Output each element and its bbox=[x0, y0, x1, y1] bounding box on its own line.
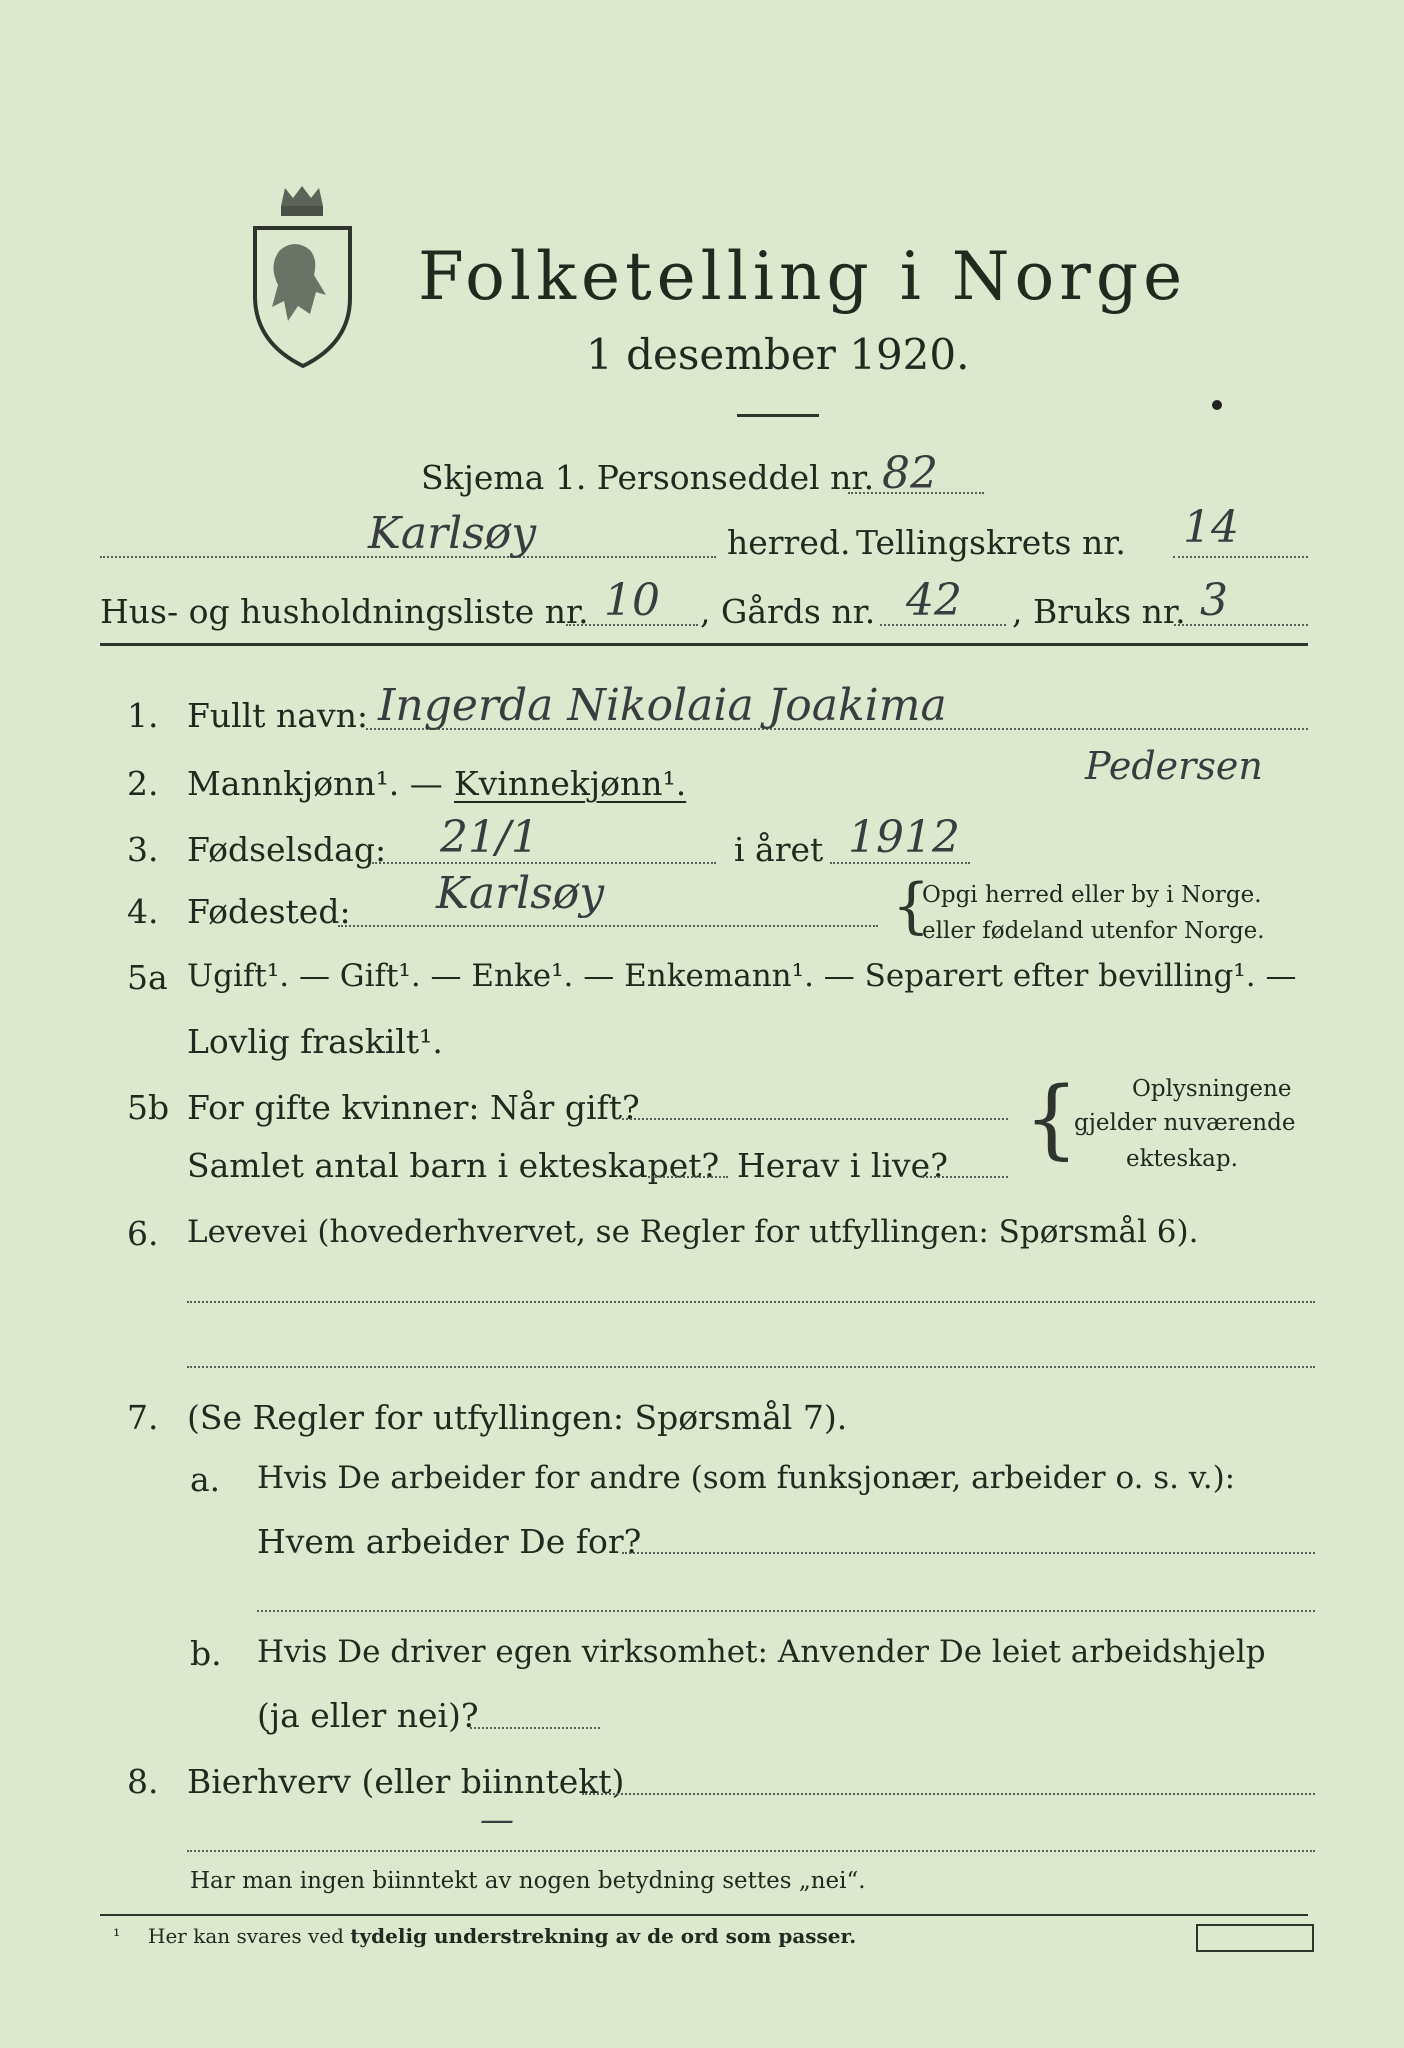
q6-field-line-2[interactable] bbox=[187, 1366, 1315, 1368]
q5b-married-field-line bbox=[622, 1118, 1008, 1120]
q2-male-option[interactable]: Mannkjønn¹. — bbox=[187, 764, 443, 803]
q1-value-line2[interactable]: Pedersen bbox=[1085, 744, 1263, 788]
form-title: Folketelling i Norge bbox=[418, 238, 1188, 315]
bruks-value[interactable]: 3 bbox=[1200, 575, 1228, 626]
q2-number: 2. bbox=[127, 764, 159, 803]
printer-stamp bbox=[1196, 1924, 1314, 1952]
q8-number: 8. bbox=[127, 1762, 159, 1801]
q4-note-line1: Opgi herred eller by i Norge. bbox=[922, 882, 1262, 908]
husliste-value[interactable]: 10 bbox=[604, 575, 660, 626]
tellingskrets-value[interactable]: 14 bbox=[1183, 502, 1239, 553]
gards-label: , Gårds nr. bbox=[700, 592, 876, 631]
q4-brace: { bbox=[892, 871, 931, 941]
q5a-options-line1[interactable]: Ugift¹. — Gift¹. — Enke¹. — Enkemann¹. — Separert efter bevilling¹. — bbox=[187, 958, 1297, 994]
q4-note-line2: eller fødeland utenfor Norge. bbox=[922, 918, 1265, 944]
gards-value[interactable]: 42 bbox=[906, 575, 962, 626]
q7b-field-line[interactable] bbox=[470, 1727, 600, 1729]
q5b-note-line1: Oplysningene bbox=[1132, 1076, 1292, 1102]
q5a-number: 5a bbox=[127, 958, 168, 997]
q7b-line2: (ja eller nei)? bbox=[257, 1696, 479, 1735]
q4-field-line bbox=[338, 925, 878, 927]
q7a-letter: a. bbox=[190, 1460, 221, 1499]
q3-number: 3. bbox=[127, 830, 159, 869]
husliste-label: Hus- og husholdningsliste nr. bbox=[100, 592, 589, 631]
q1-label: Fullt navn: bbox=[187, 696, 368, 735]
q4-birthplace-value[interactable]: Karlsøy bbox=[436, 868, 605, 919]
herred-label: herred. bbox=[727, 523, 851, 562]
q5b-alive-field-line bbox=[922, 1176, 1008, 1178]
q5b-children-label: Samlet antal barn i ekteskapet? bbox=[187, 1146, 720, 1185]
footnote-divider bbox=[100, 1914, 1308, 1916]
census-date: 1 desember 1920. bbox=[586, 330, 970, 379]
q3-field-line bbox=[372, 862, 716, 864]
footnote-mark: ¹ bbox=[113, 1926, 121, 1947]
q7a-field-line-2[interactable] bbox=[257, 1610, 1315, 1612]
q5b-line1: For gifte kvinner: Når gift? bbox=[187, 1088, 640, 1127]
bruks-field-line bbox=[1174, 624, 1308, 626]
q1-value-line1[interactable]: Ingerda Nikolaia Joakima bbox=[378, 680, 947, 731]
q2-female-option-selected[interactable]: Kvinnekjønn¹. bbox=[454, 764, 687, 803]
q5b-number: 5b bbox=[127, 1088, 170, 1127]
q5b-alive-label: Herav i live? bbox=[737, 1146, 948, 1185]
q8-value[interactable]: — bbox=[480, 1800, 514, 1840]
q7b-line1: Hvis De driver egen virksomhet: Anvender De leiet arbeidshjelp bbox=[257, 1634, 1266, 1670]
q7-label: (Se Regler for utfyllingen: Spørsmål 7). bbox=[187, 1398, 848, 1437]
q8-label: Bierhverv (eller biinntekt) bbox=[187, 1762, 625, 1801]
header-divider bbox=[100, 643, 1308, 646]
nei-instruction: Har man ingen biinntekt av nogen betydning settes „nei“. bbox=[190, 1868, 866, 1894]
footnote-text-bold: tydelig understrekning av de ord som passer. bbox=[350, 1924, 857, 1948]
title-divider bbox=[737, 414, 819, 417]
herred-value[interactable]: Karlsøy bbox=[368, 508, 537, 559]
q3-year-label: i året bbox=[734, 830, 824, 869]
q7a-field-line-1[interactable] bbox=[622, 1552, 1315, 1554]
q8-field-line bbox=[582, 1793, 1315, 1795]
footnote-text bbox=[148, 1924, 856, 1948]
q7a-line1: Hvis De arbeider for andre (som funksjonær, arbeider o. s. v.): bbox=[257, 1460, 1236, 1496]
q6-field-line-1[interactable] bbox=[187, 1301, 1315, 1303]
q3-label: Fødselsdag: bbox=[187, 830, 387, 869]
q4-number: 4. bbox=[127, 892, 159, 931]
q5a-options-line2[interactable]: Lovlig fraskilt¹. bbox=[187, 1022, 443, 1061]
tellingskrets-label: Tellingskrets nr. bbox=[856, 523, 1126, 562]
q8-field-line-2[interactable] bbox=[187, 1850, 1315, 1852]
bruks-label: , Bruks nr. bbox=[1012, 592, 1186, 631]
q5b-children-field-line bbox=[648, 1176, 728, 1178]
q3-year-value[interactable]: 1912 bbox=[848, 812, 960, 863]
q4-label: Fødested: bbox=[187, 892, 351, 931]
q7b-letter: b. bbox=[190, 1634, 222, 1673]
q3-birthday-value[interactable]: 21/1 bbox=[440, 812, 539, 863]
q1-number: 1. bbox=[127, 696, 159, 735]
q5b-note-line2: gjelder nuværende bbox=[1074, 1110, 1296, 1136]
q5b-note-line3: ekteskap. bbox=[1126, 1146, 1238, 1172]
q7-number: 7. bbox=[127, 1398, 159, 1437]
coat-of-arms-icon bbox=[245, 180, 360, 370]
ink-dot bbox=[1212, 400, 1222, 410]
q6-label: Levevei (hovederhvervet, se Regler for utfyllingen: Spørsmål 6). bbox=[187, 1214, 1199, 1250]
footnote-text-plain: Her kan svares ved bbox=[148, 1924, 344, 1948]
tellingskrets-field-line bbox=[1173, 556, 1308, 558]
q6-number: 6. bbox=[127, 1214, 159, 1253]
skjema-label: Skjema 1. Personseddel nr. bbox=[421, 458, 875, 497]
skjema-value[interactable]: 82 bbox=[882, 448, 938, 499]
q5b-brace: { bbox=[1024, 1069, 1079, 1169]
q7a-line2: Hvem arbeider De for? bbox=[257, 1522, 642, 1561]
